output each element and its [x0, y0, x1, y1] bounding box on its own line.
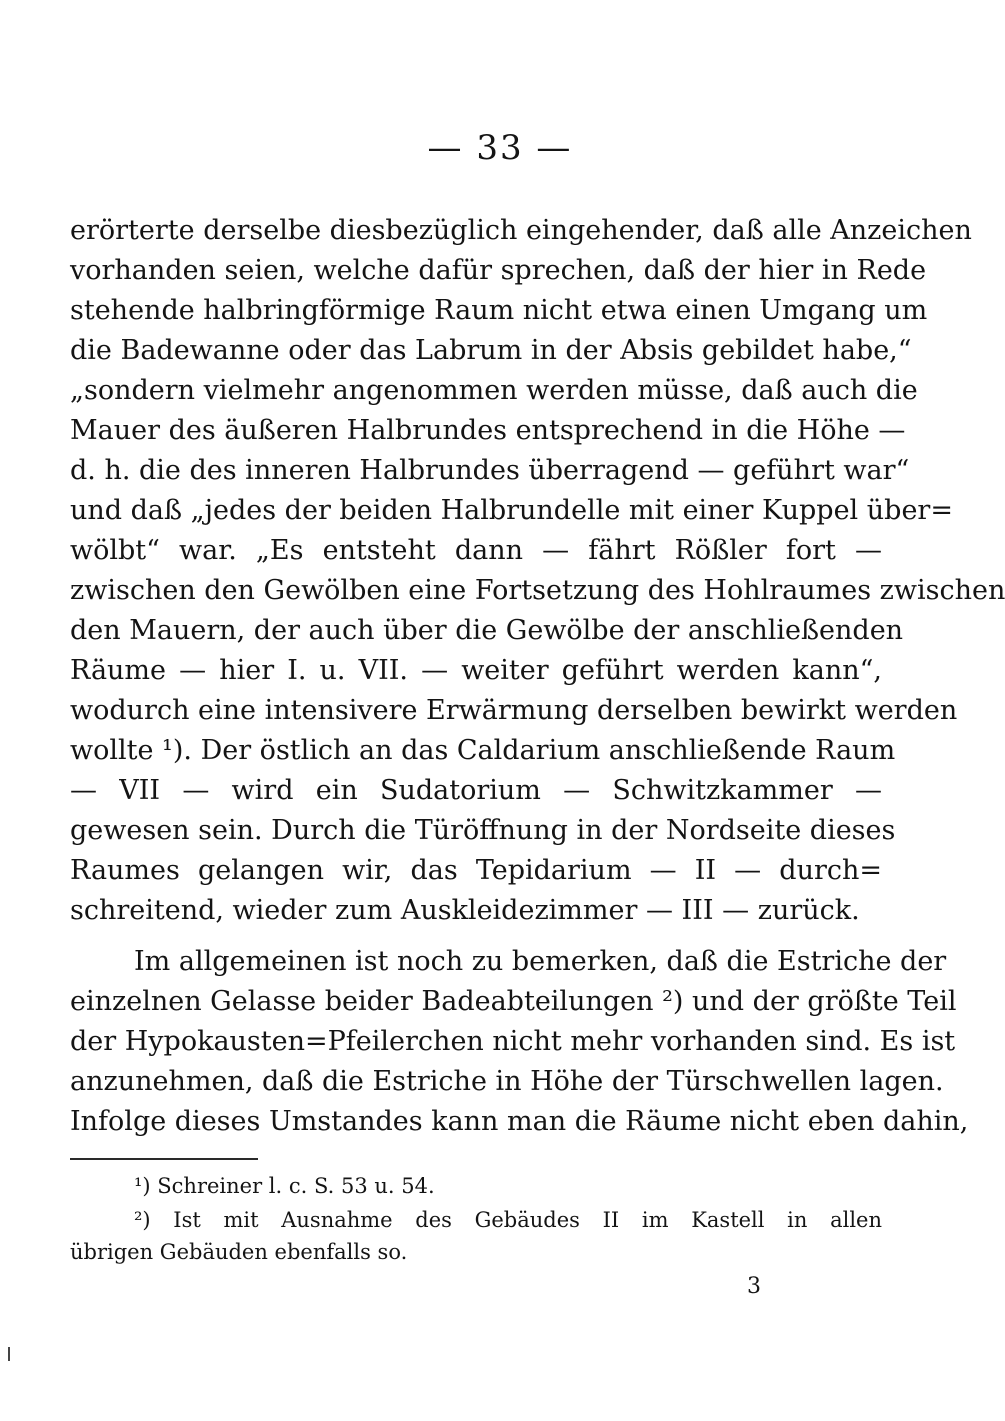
body-line-13: wodurch eine intensivere Erwärmung derselben bewirkt werden	[70, 695, 958, 726]
body-line-1: erörterte derselbe diesbezüglich eingehender, daß alle Anzeichen	[70, 215, 972, 246]
body-line-17: Raumes gelangen wir, das Tepidarium — II — durch=	[70, 855, 882, 886]
body-line-8: und daß „jedes der beiden Halbrundelle mit einer Kuppel über=	[70, 495, 953, 526]
body-line-10: zwischen den Gewölben eine Fortsetzung des Hohlraumes zwischen	[70, 575, 1005, 606]
body-line-18: schreitend, wieder zum Auskleidezimmer — III — zurück.	[70, 895, 860, 926]
footnote-1: ¹) Schreiner l. c. S. 53 u. 54.	[134, 1174, 435, 1198]
body-line-4: die Badewanne oder das Labrum in der Absis gebildet habe,“	[70, 335, 912, 366]
body-line-23: Infolge dieses Umstandes kann man die Räume nicht eben dahin,	[70, 1106, 969, 1137]
body-line-22: anzunehmen, daß die Estriche in Höhe der Türschwellen lagen.	[70, 1066, 944, 1097]
scan-edge-mark	[8, 1347, 10, 1361]
body-line-12: Räume — hier I. u. VII. — weiter geführt werden kann“,	[70, 655, 882, 686]
body-line-5: „sondern vielmehr angenommen werden müsse, daß auch die	[70, 375, 918, 406]
body-line-15: — VII — wird ein Sudatorium — Schwitzkammer —	[70, 775, 882, 806]
body-line-3: stehende halbringförmige Raum nicht etwa einen Umgang um	[70, 295, 928, 326]
body-line-7: d. h. die des inneren Halbrundes überragend — geführt war“	[70, 455, 910, 486]
body-line-20: einzelnen Gelasse beider Badeabteilungen ²) und der größte Teil	[70, 986, 957, 1017]
footnote-divider	[70, 1158, 258, 1160]
body-line-16: gewesen sein. Durch die Türöffnung in der Nordseite dieses	[70, 815, 896, 846]
body-line-21: der Hypokausten=Pfeilerchen nicht mehr vorhanden sind. Es ist	[70, 1026, 956, 1057]
body-line-19: Im allgemeinen ist noch zu bemerken, daß die Estriche der	[134, 946, 947, 977]
page-number: — 33 —	[427, 128, 573, 168]
footnote-2: ²) Ist mit Ausnahme des Gebäudes II im Kastell in allen	[134, 1208, 882, 1232]
body-line-6: Mauer des äußeren Halbrundes entsprechend in die Höhe —	[70, 415, 906, 446]
signature-mark: 3	[747, 1274, 761, 1299]
footnote-2-continued: übrigen Gebäuden ebenfalls so.	[70, 1240, 408, 1264]
body-line-9: wölbt“ war. „Es entsteht dann — fährt Rößler fort —	[70, 535, 882, 566]
body-line-14: wollte ¹). Der östlich an das Caldarium anschließende Raum	[70, 735, 896, 766]
body-line-11: den Mauern, der auch über die Gewölbe der anschließenden	[70, 615, 904, 646]
body-line-2: vorhanden seien, welche dafür sprechen, daß der hier in Rede	[70, 255, 927, 286]
